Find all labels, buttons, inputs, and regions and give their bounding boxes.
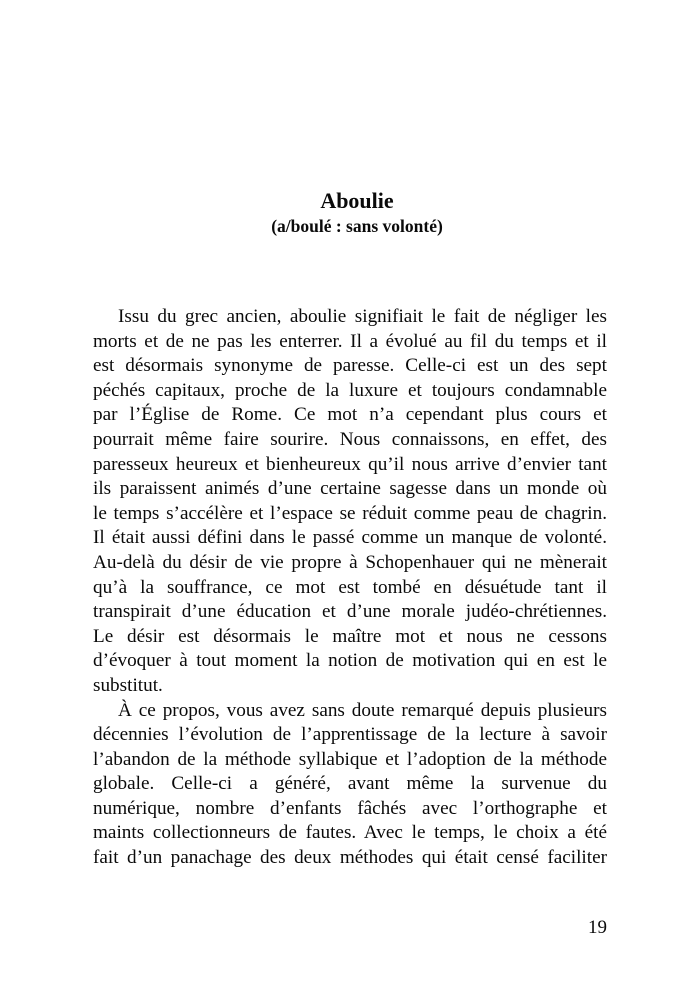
body-text	[93, 305, 607, 871]
text-line: l’abandon de la méthode syllabique et l’adoption de la méthode	[93, 748, 607, 770]
text-line: décennies l’évolution de l’apprentissage de la lecture à savoir	[93, 724, 607, 746]
text-line: pourrait même faire sourire. Nous connaissons, en effet, des	[93, 428, 607, 450]
text-line: paresseux heureux et bienheureux qu’il nous arrive d’envier tant	[93, 453, 607, 475]
text-line: est désormais synonyme de paresse. Celle-ci est un des sept	[93, 355, 607, 377]
text-line: Au-delà du désir de vie propre à Schopenhauer qui ne mènerait	[93, 551, 607, 573]
text-line: Il était aussi défini dans le passé comme un manque de volonté.	[93, 527, 607, 549]
text-line: transpirait d’une éducation et d’une morale judéo-chrétiennes.	[93, 601, 607, 623]
text-line: Issu du grec ancien, aboulie signifiait le fait de négliger les	[118, 306, 607, 327]
text-line: fait d’un panachage des deux méthodes qui était censé faciliter	[93, 847, 607, 869]
text-line: morts et de ne pas les enterrer. Il a évolué au fil du temps et il	[93, 330, 607, 352]
text-line: ils paraissent animés d’une certaine sagesse dans un monde où	[93, 478, 607, 500]
chapter-title: Aboulie	[320, 188, 394, 213]
text-line: À ce propos, vous avez sans doute remarqué depuis plusieurs	[118, 699, 607, 721]
text-line: maints collectionneurs de fautes. Avec le temps, le choix a été	[93, 822, 607, 844]
text-line: substitut.	[93, 674, 163, 696]
text-line: qu’à la souffrance, ce mot est tombé en désuétude tant il	[93, 576, 607, 598]
chapter-subtitle: (a/boulé : sans volonté)	[271, 216, 443, 236]
text-line: numérique, nombre d’enfants fâchés avec l’orthographe et	[93, 797, 607, 819]
text-line: péchés capitaux, proche de la luxure et toujours condamnable	[93, 379, 607, 401]
page-number: 19	[588, 917, 607, 938]
text-line: par l’Église de Rome. Ce mot n’a cependant plus cours et	[93, 404, 607, 426]
text-line: Le désir est désormais le maître mot et nous ne cessons	[93, 625, 607, 647]
text-line: d’évoquer à tout moment la notion de motivation qui en est le	[93, 650, 607, 672]
text-line: globale. Celle-ci a généré, avant même la survenue du	[93, 773, 607, 795]
text-line: le temps s’accélère et l’espace se réduit comme peau de chagrin.	[93, 502, 607, 524]
